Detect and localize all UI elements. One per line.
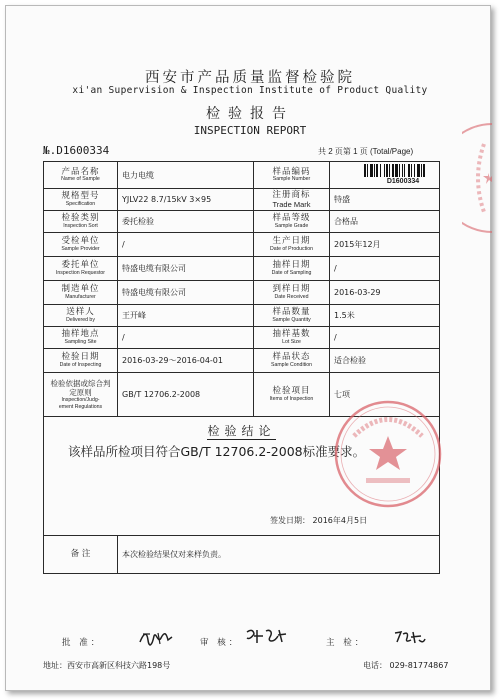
- approve-label: 批 准：: [62, 638, 103, 648]
- label-sample-number: 样品编码 Sample Number: [254, 162, 330, 189]
- table-row: [44, 305, 440, 327]
- table-row: [44, 233, 440, 257]
- value-date-of-production: 2015年12月: [330, 233, 440, 257]
- report-title-cn: 检验报告: [206, 106, 294, 122]
- report-table: [43, 161, 440, 574]
- label-sample-condition: 样品状态 Sample Condition: [254, 349, 330, 373]
- value-sample-condition: 适合检验: [330, 349, 440, 373]
- label-sample-name: 产品名称 Name of Sample: [44, 162, 118, 189]
- footer-phone: 电话： 029-81774867: [363, 661, 449, 670]
- seam-stamp-icon: [462, 118, 492, 238]
- inspector-signature-icon: [393, 628, 427, 646]
- value-delivered-by: 王开峰: [118, 305, 254, 327]
- institute-name-en: xi'an Supervision & Inspection Institute of Product Quality: [72, 85, 428, 96]
- value-lot-size: /: [330, 327, 440, 349]
- label-remarks: 备 注: [44, 536, 118, 574]
- approver-signature-icon: [138, 628, 174, 648]
- value-requestor: 特盛电缆有限公司: [118, 257, 254, 281]
- table-row: [44, 189, 440, 211]
- table-row: [44, 536, 440, 574]
- label-sampling-site: 抽样地点 Sampling Site: [44, 327, 118, 349]
- official-stamp-icon: [332, 398, 444, 510]
- label-requestor: 委托单位 Inspection Requestor: [44, 257, 118, 281]
- footer-address: 地址：西安市高新区科技六路198号: [43, 661, 171, 670]
- value-sampling-site: /: [118, 327, 254, 349]
- table-row: [44, 257, 440, 281]
- label-sample-grade: 样品等级 Sample Grade: [254, 211, 330, 233]
- value-trade-mark: 特盛: [330, 189, 440, 211]
- value-date-received: 2016-03-29: [330, 281, 440, 305]
- institute-name-cn: 西安市产品质量监督检验院: [145, 70, 355, 86]
- label-delivered-by: 送样人 Delivered by: [44, 305, 118, 327]
- label-regulations: 检验依据或综合判 定原则 Inspection/Judg- ement Regulations: [44, 373, 118, 417]
- label-sample-provider: 受检单位 Sample Provider: [44, 233, 118, 257]
- conclusion-heading: 检验结论: [207, 424, 276, 438]
- value-remarks: 本次检验结果仅对来样负责。: [118, 536, 440, 574]
- label-date-of-sampling: 抽样日期 Date of Sampling: [254, 257, 330, 281]
- label-date-of-production: 生产日期 Date of Production: [254, 233, 330, 257]
- reviewer-signature-icon: [244, 626, 288, 646]
- label-trade-mark: 注册商标 Trade Mark: [254, 189, 330, 211]
- inspect-label: 主 检：: [326, 638, 367, 648]
- label-sample-quantity: 样品数量 Sample Quantity: [254, 305, 330, 327]
- table-row: [44, 349, 440, 373]
- table-row: [44, 211, 440, 233]
- label-date-of-inspecting: 检验日期 Date of Inspecting: [44, 349, 118, 373]
- value-regulations: GB/T 12706.2-2008: [118, 373, 254, 417]
- table-row: [44, 162, 440, 189]
- label-lot-size: 抽样基数 Lot Size: [254, 327, 330, 349]
- value-inspection-sort: 委托检验: [118, 211, 254, 233]
- report-number: №.D1600334: [43, 144, 110, 157]
- label-items-of-inspection: 检验项目 Items of Inspection: [254, 373, 330, 417]
- table-row: [44, 327, 440, 349]
- barcode-icon: [364, 164, 440, 177]
- label-date-received: 到样日期 Date Received: [254, 281, 330, 305]
- value-sample-grade: 合格品: [330, 211, 440, 233]
- page-info: 共 2 页第 1 页 (Total/Page): [318, 147, 414, 156]
- barcode-number: D1600334: [386, 178, 420, 185]
- value-date-of-sampling: /: [330, 257, 440, 281]
- label-specification: 规格型号 Specification: [44, 189, 118, 211]
- label-inspection-sort: 检验类别 Inspection Sort: [44, 211, 118, 233]
- value-items-of-inspection: 七项: [330, 373, 440, 417]
- value-sample-provider: /: [118, 233, 254, 257]
- value-specification: YJLV22 8.7/15kV 3×95: [118, 189, 254, 211]
- conclusion-sign-date: 签发日期： 2016年4月5日: [270, 516, 368, 525]
- review-label: 审 核：: [200, 638, 241, 648]
- value-sample-quantity: 1.5米: [330, 305, 440, 327]
- report-title-en: INSPECTION REPORT: [193, 124, 307, 137]
- table-row: [44, 281, 440, 305]
- value-sample-number: [330, 162, 440, 189]
- value-manufacturer: 特盛电缆有限公司: [118, 281, 254, 305]
- conclusion-text: 该样品所检项目符合GB/T 12706.2-2008标准要求。: [68, 444, 366, 459]
- label-manufacturer: 制造单位 Manufacturer: [44, 281, 118, 305]
- value-sample-name: 电力电缆: [118, 162, 254, 189]
- value-date-of-inspecting: 2016-03-29～2016-04-01: [118, 349, 254, 373]
